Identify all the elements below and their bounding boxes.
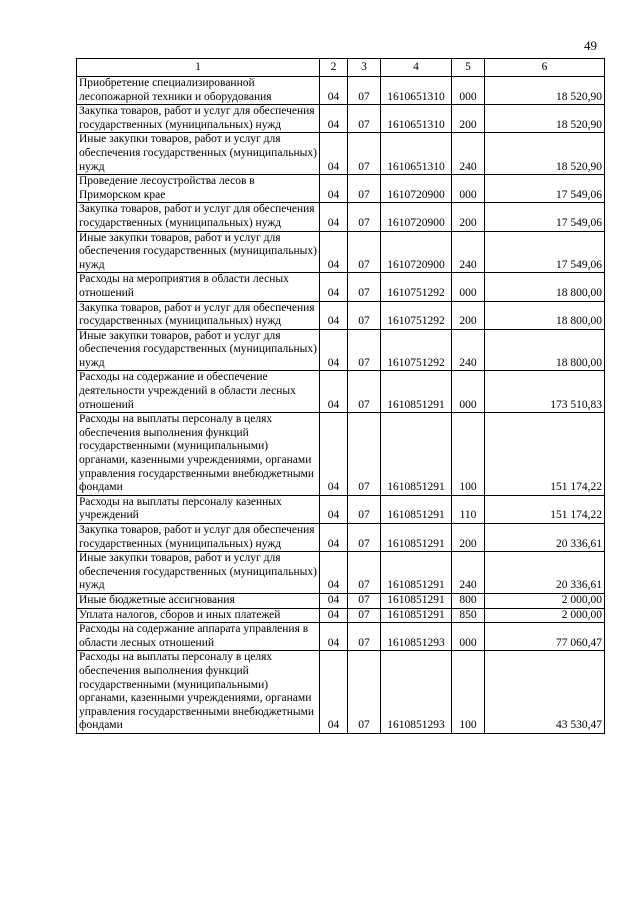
header-col-4: 4: [381, 59, 452, 77]
row-subsection: 07: [348, 623, 381, 651]
row-amount: 18 520,90: [485, 77, 605, 105]
row-section: 04: [320, 231, 348, 273]
header-col-3: 3: [348, 59, 381, 77]
row-target-article: 1610751292: [381, 301, 452, 329]
table-row: [77, 552, 605, 594]
row-amount: 20 336,61: [485, 524, 605, 552]
row-section: 04: [320, 273, 348, 301]
row-name: Закупка товаров, работ и услуг для обеспечения государственных (муниципальных) нужд: [77, 524, 320, 552]
row-target-article: 1610851291: [381, 608, 452, 623]
row-expense-type: 200: [452, 301, 485, 329]
row-amount: 17 549,06: [485, 231, 605, 273]
row-expense-type: 240: [452, 329, 485, 371]
table-row: [77, 413, 605, 496]
row-subsection: 07: [348, 552, 381, 594]
table-row: [77, 301, 605, 329]
row-name: Расходы на содержание аппарата управления в области лесных отношений: [77, 623, 320, 651]
table-row: [77, 593, 605, 608]
row-name: Закупка товаров, работ и услуг для обеспечения государственных (муниципальных) нужд: [77, 105, 320, 133]
table-row: [77, 371, 605, 413]
row-subsection: 07: [348, 175, 381, 203]
row-amount: 18 800,00: [485, 273, 605, 301]
table-row: [77, 273, 605, 301]
row-subsection: 07: [348, 371, 381, 413]
row-expense-type: 240: [452, 552, 485, 594]
row-target-article: 1610851291: [381, 413, 452, 496]
row-expense-type: 100: [452, 413, 485, 496]
table-row: [77, 231, 605, 273]
row-target-article: 1610751292: [381, 329, 452, 371]
row-target-article: 1610851293: [381, 651, 452, 734]
row-section: 04: [320, 524, 348, 552]
row-subsection: 07: [348, 593, 381, 608]
row-target-article: 1610720900: [381, 203, 452, 231]
row-expense-type: 100: [452, 651, 485, 734]
row-expense-type: 240: [452, 231, 485, 273]
row-amount: 151 174,22: [485, 495, 605, 523]
row-section: 04: [320, 203, 348, 231]
row-target-article: 1610720900: [381, 231, 452, 273]
header-row: [77, 59, 605, 77]
row-section: 04: [320, 133, 348, 175]
row-target-article: 1610851291: [381, 552, 452, 594]
row-subsection: 07: [348, 651, 381, 734]
row-section: 04: [320, 105, 348, 133]
row-amount: 17 549,06: [485, 203, 605, 231]
row-target-article: 1610851291: [381, 371, 452, 413]
row-section: 04: [320, 495, 348, 523]
row-expense-type: 000: [452, 623, 485, 651]
row-name: Приобретение специализированной лесопожарной техники и оборудования: [77, 77, 320, 105]
row-target-article: 1610651310: [381, 77, 452, 105]
row-target-article: 1610851293: [381, 623, 452, 651]
table-row: [77, 175, 605, 203]
row-section: 04: [320, 371, 348, 413]
row-subsection: 07: [348, 77, 381, 105]
row-name: Расходы на выплаты персоналу в целях обеспечения выполнения функций государственными (муниципальными) органами, казенными учреждениями, органами управления государственными внебюджетными фондами: [77, 413, 320, 496]
row-name: Проведение лесоустройства лесов в Приморском крае: [77, 175, 320, 203]
row-expense-type: 200: [452, 203, 485, 231]
row-expense-type: 800: [452, 593, 485, 608]
row-section: 04: [320, 623, 348, 651]
row-subsection: 07: [348, 231, 381, 273]
row-subsection: 07: [348, 203, 381, 231]
row-name: Уплата налогов, сборов и иных платежей: [77, 608, 320, 623]
row-subsection: 07: [348, 413, 381, 496]
row-amount: 43 530,47: [485, 651, 605, 734]
row-amount: 18 800,00: [485, 329, 605, 371]
row-expense-type: 200: [452, 524, 485, 552]
row-expense-type: 000: [452, 371, 485, 413]
table-row: [77, 105, 605, 133]
row-expense-type: 000: [452, 175, 485, 203]
row-subsection: 07: [348, 301, 381, 329]
table-row: [77, 608, 605, 623]
row-section: 04: [320, 552, 348, 594]
row-section: 04: [320, 329, 348, 371]
row-subsection: 07: [348, 133, 381, 175]
table-row: [77, 133, 605, 175]
row-amount: 17 549,06: [485, 175, 605, 203]
page-number: 49: [584, 38, 597, 53]
row-amount: 2 000,00: [485, 593, 605, 608]
row-name: Закупка товаров, работ и услуг для обеспечения государственных (муниципальных) нужд: [77, 203, 320, 231]
row-target-article: 1610651310: [381, 105, 452, 133]
row-subsection: 07: [348, 495, 381, 523]
row-name: Закупка товаров, работ и услуг для обеспечения государственных (муниципальных) нужд: [77, 301, 320, 329]
header-col-5: 5: [452, 59, 485, 77]
row-expense-type: 200: [452, 105, 485, 133]
row-name: Иные бюджетные ассигнования: [77, 593, 320, 608]
row-section: 04: [320, 413, 348, 496]
row-subsection: 07: [348, 105, 381, 133]
table-row: [77, 77, 605, 105]
row-expense-type: 110: [452, 495, 485, 523]
row-name: Расходы на мероприятия в области лесных отношений: [77, 273, 320, 301]
table-row: [77, 524, 605, 552]
row-target-article: 1610851291: [381, 495, 452, 523]
table-row: [77, 651, 605, 734]
row-amount: 18 800,00: [485, 301, 605, 329]
row-amount: 77 060,47: [485, 623, 605, 651]
row-name: Иные закупки товаров, работ и услуг для обеспечения государственных (муниципальных) нужд: [77, 329, 320, 371]
row-name: Иные закупки товаров, работ и услуг для обеспечения государственных (муниципальных) нужд: [77, 552, 320, 594]
table-body: [77, 77, 605, 734]
row-section: 04: [320, 593, 348, 608]
row-subsection: 07: [348, 524, 381, 552]
row-name: Расходы на выплаты персоналу казенных учреждений: [77, 495, 320, 523]
table-row: [77, 495, 605, 523]
row-target-article: 1610851291: [381, 593, 452, 608]
row-expense-type: 240: [452, 133, 485, 175]
row-name: Расходы на содержание и обеспечение деятельности учреждений в области лесных отношений: [77, 371, 320, 413]
row-target-article: 1610751292: [381, 273, 452, 301]
row-subsection: 07: [348, 329, 381, 371]
row-target-article: 1610851291: [381, 524, 452, 552]
row-expense-type: 000: [452, 77, 485, 105]
row-name: Расходы на выплаты персоналу в целях обеспечения выполнения функций государственными (муниципальными) органами, казенными учреждениями, органами управления государственными внебюджетными фондами: [77, 651, 320, 734]
row-section: 04: [320, 77, 348, 105]
row-expense-type: 000: [452, 273, 485, 301]
row-amount: 20 336,61: [485, 552, 605, 594]
row-name: Иные закупки товаров, работ и услуг для обеспечения государственных (муниципальных) нужд: [77, 133, 320, 175]
budget-table: [76, 58, 605, 734]
row-amount: 151 174,22: [485, 413, 605, 496]
row-amount: 18 520,90: [485, 133, 605, 175]
row-amount: 2 000,00: [485, 608, 605, 623]
table-row: [77, 329, 605, 371]
row-amount: 18 520,90: [485, 105, 605, 133]
row-amount: 173 510,83: [485, 371, 605, 413]
table-row: [77, 203, 605, 231]
row-section: 04: [320, 608, 348, 623]
header-col-6: 6: [485, 59, 605, 77]
row-subsection: 07: [348, 273, 381, 301]
row-section: 04: [320, 301, 348, 329]
row-subsection: 07: [348, 608, 381, 623]
row-expense-type: 850: [452, 608, 485, 623]
row-target-article: 1610720900: [381, 175, 452, 203]
header-col-1: 1: [77, 59, 320, 77]
row-section: 04: [320, 175, 348, 203]
row-target-article: 1610651310: [381, 133, 452, 175]
table-row: [77, 623, 605, 651]
header-col-2: 2: [320, 59, 348, 77]
row-name: Иные закупки товаров, работ и услуг для обеспечения государственных (муниципальных) нужд: [77, 231, 320, 273]
row-section: 04: [320, 651, 348, 734]
